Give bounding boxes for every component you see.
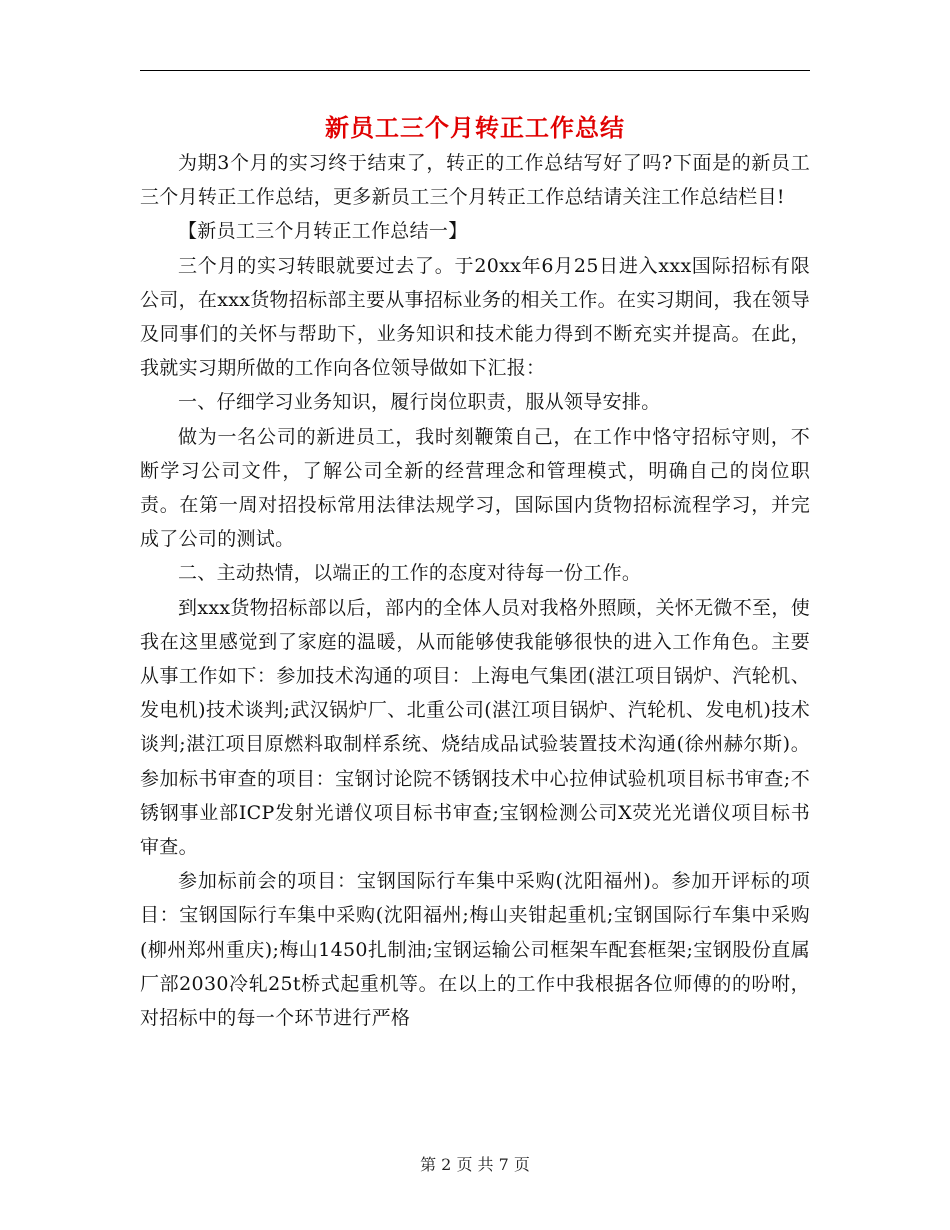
subheading-two: 二、主动热情，以端正的工作的态度对待每一份工作。	[178, 562, 642, 585]
document-title: 新员工三个月转正工作总结	[325, 114, 625, 142]
header-rule	[140, 70, 810, 71]
section-heading-one: 【新员工三个月转正工作总结一】	[178, 220, 468, 243]
document-body	[140, 146, 810, 1035]
paragraph-overview: 三个月的实习转眼就要过去了。于20xx年6月25日进入xxx国际招标有限公司，在xxx货物招标部主要从事招标业务的相关工作。在实习期间，我在领导及同事们的关怀与帮助下，业务知识和技术能力得到不断充实并提高。在此，我就实习期所做的工作向各位领导做如下汇报：	[140, 254, 810, 380]
paragraph-learning: 做为一名公司的新进员工，我时刻鞭策自己，在工作中恪守招标守则，不断学习公司文件，了解公司全新的经营理念和管理模式，明确自己的岗位职责。在第一周对招投标常用法律法规学习，国际国内货物招标流程学习，并完成了公司的测试。	[140, 425, 810, 551]
page-number: 第 2 页 共 7 页	[420, 1155, 530, 1174]
paragraph-projects: 到xxx货物招标部以后，部内的全体人员对我格外照顾，关怀无微不至，使我在这里感觉到了家庭的温暖，从而能够使我能够很快的进入工作角色。主要从事工作如下：参加技术沟通的项目：上海电气集团(湛江项目锅炉、汽轮机、发电机)技术谈判;武汉锅炉厂、北重公司(湛江项目锅炉、汽轮机、发电机)技术谈判;湛江项目原燃料取制样系统、烧结成品试验装置技术沟通(徐州赫尔斯)。参加标书审查的项目：宝钢讨论院不锈钢技术中心拉伸试验机项目标书审查;不锈钢事业部ICP发射光谱仪项目标书审查;宝钢检测公司X荧光光谱仪项目标书审查。	[140, 596, 810, 859]
paragraph-bid-meetings: 参加标前会的项目：宝钢国际行车集中采购(沈阳福州)。参加开评标的项目：宝钢国际行车集中采购(沈阳福州;梅山夹钳起重机;宝钢国际行车集中采购(柳州郑州重庆);梅山1450扎制油;宝钢运输公司框架车配套框架;宝钢股份直属厂部2030冷轧25t桥式起重机等。在以上的工作中我根据各位师傅的的吩咐，对招标中的每一个环节进行严格	[140, 870, 810, 1030]
subheading-one: 一、仔细学习业务知识，履行岗位职责，服从领导安排。	[178, 391, 661, 414]
paragraph-intro: 为期3个月的实习终于结束了，转正的工作总结写好了吗?下面是的新员工三个月转正工作总结，更多新员工三个月转正工作总结请关注工作总结栏目!	[140, 152, 810, 209]
